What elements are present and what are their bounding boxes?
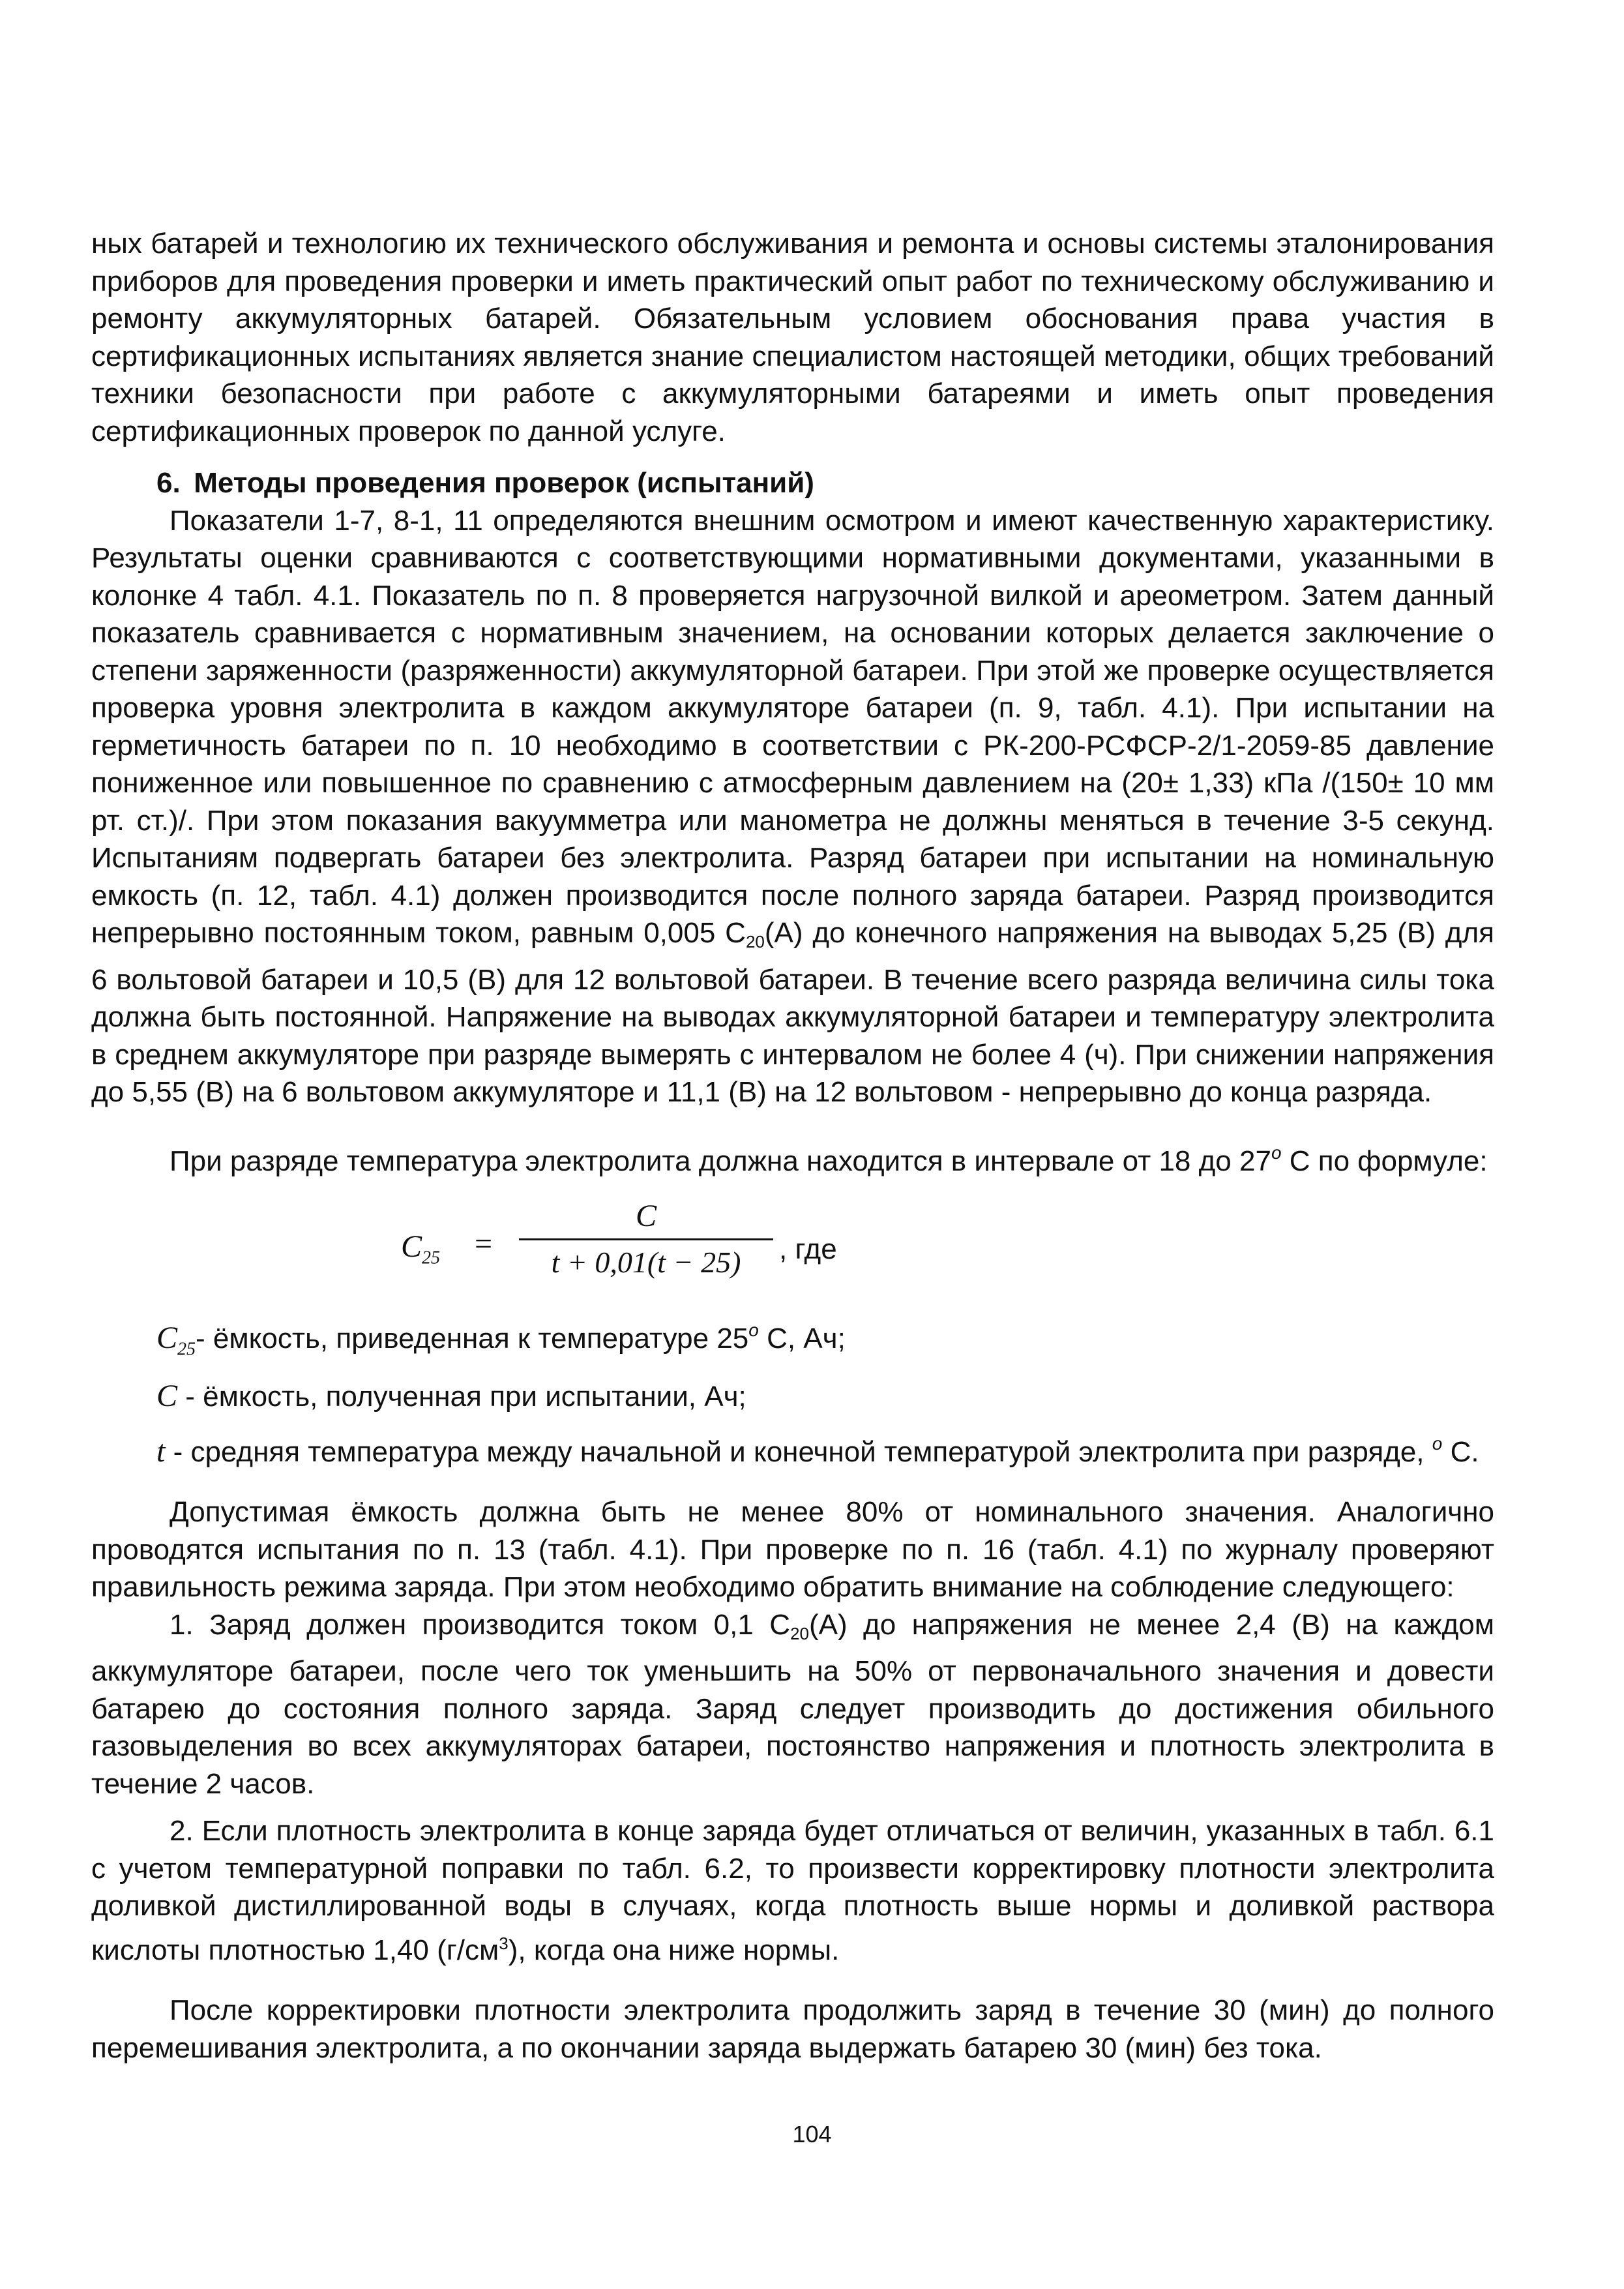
document-page	[91, 225, 1494, 2067]
formula-lhs-subscript: 25	[422, 1248, 441, 1268]
definition-t	[91, 1425, 1494, 1471]
list-item-2	[91, 1812, 1494, 1969]
definition-text: - ёмкость, приведенная к температуре 25	[196, 1323, 749, 1354]
definition-text-tail: С, Ач;	[758, 1323, 846, 1354]
item2-text-a: 2. Если плотность электролита в конце заряда будет отличаться от величин, указанных в табл. 6.1 с учетом температурной поправки по табл. 6.2, то произвести корректировку плотности электролита доливкой дистиллированной воды в случаях, когда плотность выше нормы и доливкой раствора кислоты плотностью 1,40 (г/см	[91, 1815, 1494, 1966]
item1-subscript: 20	[790, 1623, 809, 1643]
page-number: 104	[792, 2121, 832, 2147]
capacity-subscript: 20	[745, 932, 765, 951]
formula-numerator: C	[635, 1199, 657, 1233]
definition-symbol: t	[156, 1433, 166, 1469]
fraction-bar	[519, 1238, 773, 1240]
paragraph-intro: ных батарей и технологию их технического обслуживания и ремонта и основы системы эталонирования приборов для проведения проверки и иметь практический опыт работ по техническому обслуживанию и ремонту аккумуляторных батарей. Обязательным условием обоснования права участия в сертификационных испытаниях является знание специалистом настоящей методики, общих требований техники безопасности при работе с аккумуляторными батареями и иметь опыт проведения сертификационных проверок по данной услуге.	[91, 228, 1494, 447]
definition-c25	[91, 1311, 1494, 1368]
item1-text-b: (А) до напряжения не менее 2,4 (В) на каждом аккумуляторе батареи, после чего ток уменьшить на 50% от первоначального значения и довести батарею до состояния полного заряда. Заряд следует производить до достижения обильного газовыделения во всех аккумуляторах батареи, постоянство напряжения и плотность электролита в течение 2 часов.	[91, 1608, 1494, 1800]
item1-text-a: 1. Заряд должен производится током 0,1 С	[170, 1608, 791, 1641]
paragraph-after-correction: После корректировки плотности электролита продолжить заряд в течение 30 (мин) до полного перемешивания электролита, а по окончании заряда выдержать батарею 30 (мин) без тока.	[91, 1994, 1494, 2064]
degree-mark: o	[1271, 1142, 1282, 1163]
temperature-text-a: При разряде температура электролита должна находится в интервале от 18 до 27	[170, 1144, 1271, 1177]
definition-c	[91, 1377, 1494, 1416]
paragraph-temperature	[91, 1134, 1494, 1180]
capacity-formula	[91, 1197, 1494, 1296]
definition-symbol	[156, 1321, 196, 1360]
formula-fraction	[519, 1197, 773, 1281]
list-item-1	[91, 1606, 1494, 1803]
formula-lhs-symbol: C	[401, 1229, 422, 1264]
degree-mark: o	[748, 1320, 759, 1340]
definition-symbol: C	[156, 1379, 178, 1414]
section-heading	[91, 464, 1494, 502]
formula-tail: , где	[779, 1233, 837, 1265]
definition-text: - средняя температура между начальной и конечной температурой электролита при разряде,	[165, 1435, 1432, 1468]
item2-superscript: 3	[499, 1933, 509, 1953]
paragraph-methods	[91, 502, 1494, 1111]
definition-text-tail: С.	[1442, 1435, 1479, 1468]
formula-lhs	[401, 1228, 440, 1277]
temperature-text-b: С по формуле:	[1281, 1144, 1488, 1177]
formula-denominator: t + 0,01(t − 25)	[551, 1246, 741, 1279]
methods-text-b: (А) до конечного напряжения на выводах 5,25 (В) для 6 вольтовой батареи и 10,5 (В) для 12 вольтовой батареи. В течение всего разряда величина силы тока должна быть постоянной. Напряжение на выводах аккумуляторной батареи и температуру электролита в среднем аккумуляторе при разряде вымерять с интервалом не более 4 (ч). При снижении напряжения до 5,55 (В) на 6 вольтовом аккумуляторе и 11,1 (В) на 12 вольтовом - непрерывно до конца разряда.	[91, 917, 1494, 1108]
definition-text: - ёмкость, полученная при испытании, Ач;	[177, 1381, 746, 1413]
section-title: Методы проведения проверок (испытаний)	[194, 467, 814, 499]
degree-mark: o	[1432, 1433, 1443, 1454]
section-number: 6.	[156, 467, 181, 499]
definition-symbol-subscript: 25	[177, 1339, 196, 1360]
item2-text-b: ), когда она ниже нормы.	[508, 1934, 840, 1966]
methods-text-a: Показатели 1-7, 8-1, 11 определяются внешним осмотром и имеют качественную характеристику. Результаты оценки сравниваются с соответствующими нормативными документами, указанными в колонке 4 табл. 4.1. Показатель по п. 8 проверяется нагрузочной вилкой и ареометром. Затем данный показатель сравнивается с нормативным значением, на основании которых делается заключение о степени заряженности (разряженности) аккумуляторной батареи. При этой же проверке осуществляется проверка уровня электролита в каждом аккумуляторе батареи (п. 9, табл. 4.1). При испытании на герметичность батареи по п. 10 необходимо в соответствии с РК-200-РСФСР-2/1-2059-85 давление пониженное или повышенное по сравнению с атмосферным давлением на (20± 1,33) кПа /(150± 10 мм рт. ст.)/. При этом показания вакуумметра или манометра не должны меняться в течение 3-5 секунд. Испытаниям подвергать батареи без электролита. Разряд батареи при испытании на номинальную емкость (п. 12, табл. 4.1) должен производится после полного заряда батареи. Разряд производится непрерывно постоянным током, равным 0,005 С	[91, 504, 1494, 949]
paragraph-capacity: Допустимая ёмкость должна быть не менее 80% от номинального значения. Аналогично проводятся испытания по п. 13 (табл. 4.1). При проверке по п. 16 (табл. 4.1) по журналу проверяют правильность режима заряда. При этом необходимо обратить внимание на соблюдение следующего:	[91, 1496, 1494, 1604]
definition-symbol-letter: C	[156, 1321, 178, 1355]
formula-equals: =	[475, 1227, 493, 1261]
